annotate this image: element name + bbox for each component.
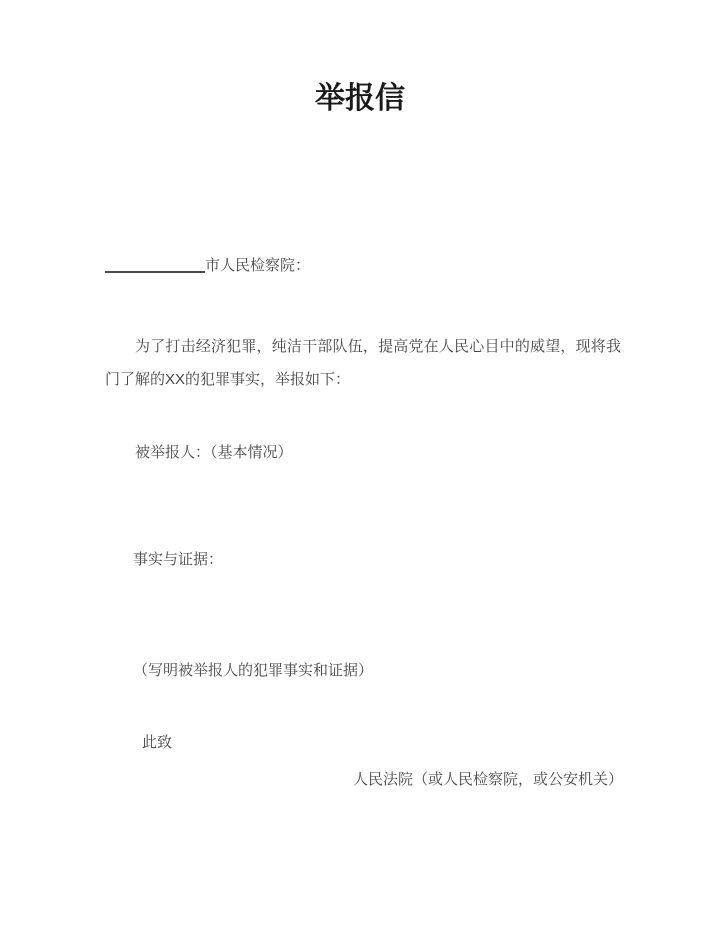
closing-salute: 此致 xyxy=(142,734,173,751)
facts-evidence-heading: 事实与证据： xyxy=(133,551,224,568)
salutation-line xyxy=(105,255,310,277)
closing-recipient: 人民法院（或人民检察院，或公安机关） xyxy=(353,771,624,788)
intro-paragraph: 为了打击经济犯罪，纯洁干部队伍，提高党在人民心目中的威望，现将我门了解的XX的犯罪事实，举报如下： xyxy=(105,338,621,388)
salutation-text: 市人民检察院： xyxy=(205,257,311,274)
respondent-heading: 被举报人：（基本情况） xyxy=(135,444,293,461)
recipient-name-blank-underline xyxy=(105,255,205,273)
document-title: 举报信 xyxy=(315,82,405,115)
instruction-note: （写明被举报人的犯罪事实和证据） xyxy=(133,662,374,679)
